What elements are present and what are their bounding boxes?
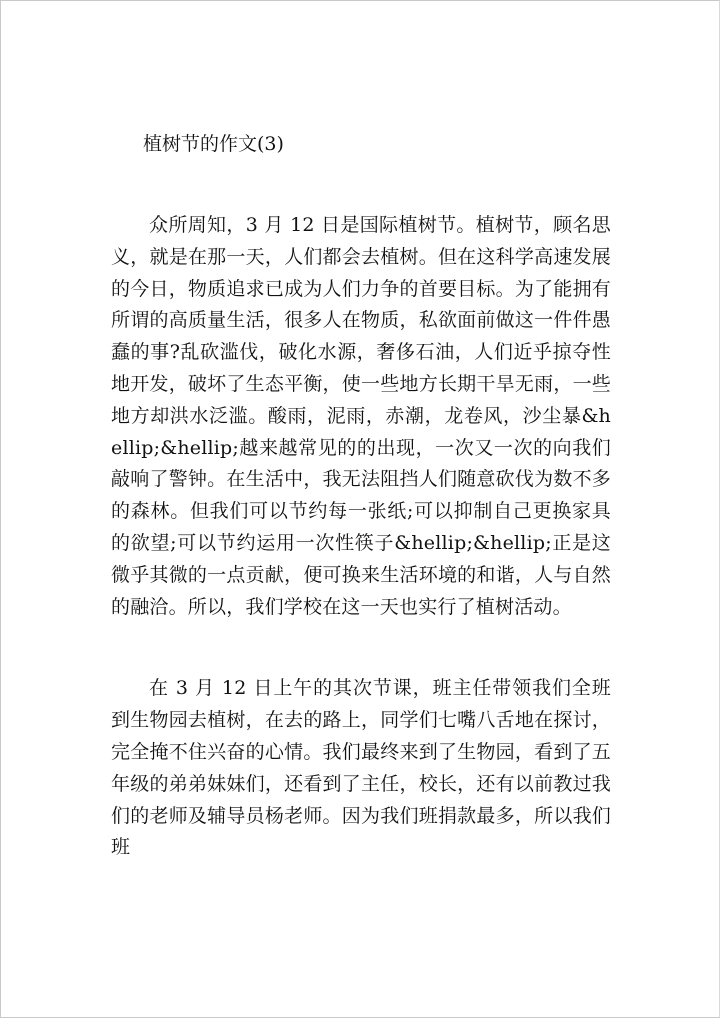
document-body (111, 129, 611, 864)
paragraph-2: 在 3 月 12 日上午的其次节课，班主任带领我们全班到生物园去植树，在去的路上，同学们七嘴八舌地在探讨，完全掩不住兴奋的心情。我们最终来到了生物园，看到了五年级的弟弟妹妹们，还看到了主任，校长，还有以前教过我们的老师及辅导员杨老师。因为我们班捐款最多，所以我们班 (111, 677, 611, 859)
document-title: 植树节的作文(3) (143, 133, 284, 155)
paragraph-1: 众所周知，3 月 12 日是国际植树节。植树节，顾名思义，就是在那一天，人们都会去植树。但在这科学高速发展的今日，物质追求已成为人们力争的首要目标。为了能拥有所谓的高质量生活，很多人在物质，私欲面前做这一件件愚蠢的事?乱砍滥伐，破化水源，奢侈石油，人们近乎掠夺性地开发，破坏了生态平衡，使一些地方长期干旱无雨，一些地方却洪水泛滥。酸雨，泥雨，赤潮，龙卷风，沙尘暴&hellip;&hellip;越来越常见的的出现，一次又一次的向我们敲响了警钟。在生活中，我无法阻挡人们随意砍伐为数不多的森林。但我们可以节约每一张纸;可以抑制自己更换家具的欲望;可以节约运用一次性筷子&hellip;&hellip;正是这微乎其微的一点贡献，便可换来生活环境的和谐，人与自然的融洽。所以，我们学校在这一天也实行了植树活动。 (111, 214, 611, 618)
